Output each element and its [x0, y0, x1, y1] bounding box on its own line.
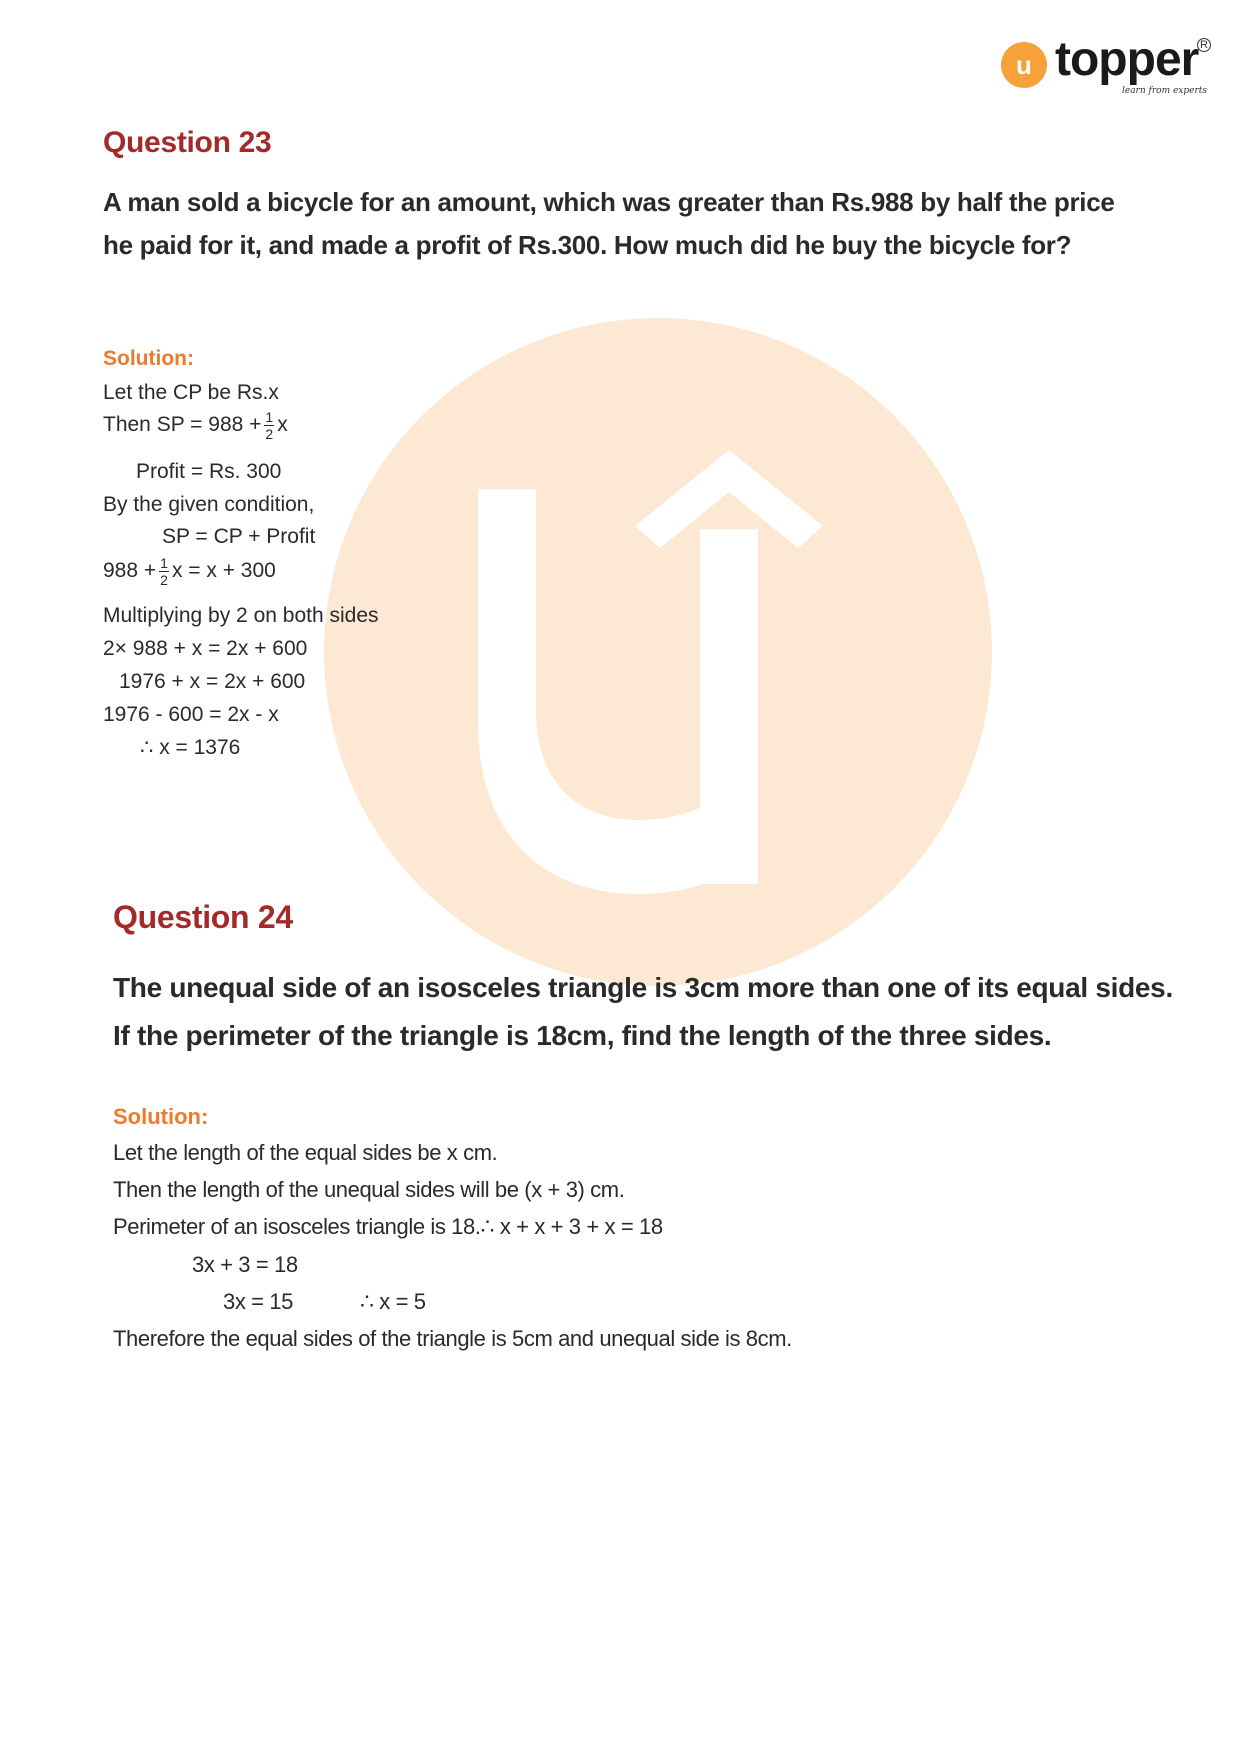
- q23-sp-cp-profit-line: SP = CP + Profit: [162, 525, 316, 548]
- question-23-title: Question 23: [103, 126, 272, 159]
- q23-solution-line: Let the CP be Rs.x: [103, 381, 279, 404]
- question-24-title: Question 24: [113, 899, 293, 935]
- q24-step-line: 3x = 15: [223, 1289, 293, 1314]
- q24-answer-line: ∴ x = 5: [360, 1289, 426, 1314]
- logo-wordmark: topper: [1055, 33, 1199, 86]
- half-fraction: [264, 410, 274, 441]
- q23-equation-rhs: x = x + 300: [171, 559, 276, 583]
- logo-badge-icon: u: [1001, 42, 1047, 88]
- question-23-solution-label: Solution:: [103, 347, 194, 370]
- question-24-text: The unequal side of an isosceles triangle is 3cm more than one of its equal sides. If the perimeter of the triangle is 18cm, find the length of the three sides.: [113, 972, 1173, 1051]
- q23-step-line: 1976 + x = 2x + 600: [119, 670, 306, 693]
- registered-mark-icon: R: [1197, 38, 1211, 52]
- q24-step-line: 3x + 3 = 18: [192, 1252, 298, 1277]
- q23-step-line: 1976 - 600 = 2x - x: [103, 703, 279, 726]
- q24-conclusion-line: Therefore the equal sides of the triangle is 5cm and unequal side is 8cm.: [113, 1326, 792, 1351]
- logo-tagline: learn from experts: [1121, 86, 1207, 96]
- q23-sp-equation: [103, 410, 288, 441]
- q23-equation-lhs: 988 +: [103, 559, 157, 583]
- fraction-numerator: 1: [265, 409, 274, 425]
- question-23-text: A man sold a bicycle for an amount, which was greater than Rs.988 by half the price he paid for it, and made a profit of Rs.300. How much did he buy the bicycle for?: [103, 187, 1115, 260]
- q24-solution-line: Let the length of the equal sides be x cm.: [113, 1140, 498, 1165]
- fraction-numerator: 1: [160, 555, 168, 571]
- question-24-solution-label: Solution:: [113, 1104, 209, 1129]
- q23-equation-line: [103, 556, 276, 587]
- q23-multiply-line: Multiplying by 2 on both sides: [103, 604, 379, 627]
- q23-sp-var: x: [277, 413, 288, 437]
- fraction-denominator: 2: [265, 426, 274, 442]
- half-fraction: [159, 556, 169, 587]
- q24-solution-line: Perimeter of an isosceles triangle is 18.∴ x + x + 3 + x = 18: [113, 1214, 663, 1239]
- topper-logo: [1001, 33, 1211, 108]
- q23-profit-line: Profit = Rs. 300: [136, 460, 282, 483]
- q24-solution-line: Then the length of the unequal sides will be (x + 3) cm.: [113, 1177, 625, 1202]
- watermark-arrow-shaft: [700, 529, 758, 884]
- q23-sp-lhs: Then SP = 988 +: [103, 413, 262, 437]
- q23-answer-line: ∴ x = 1376: [140, 736, 241, 759]
- fraction-denominator: 2: [160, 572, 168, 588]
- q23-step-line: 2× 988 + x = 2x + 600: [103, 637, 308, 660]
- q23-condition-line: By the given condition,: [103, 493, 315, 516]
- topper-watermark-icon: [318, 312, 998, 992]
